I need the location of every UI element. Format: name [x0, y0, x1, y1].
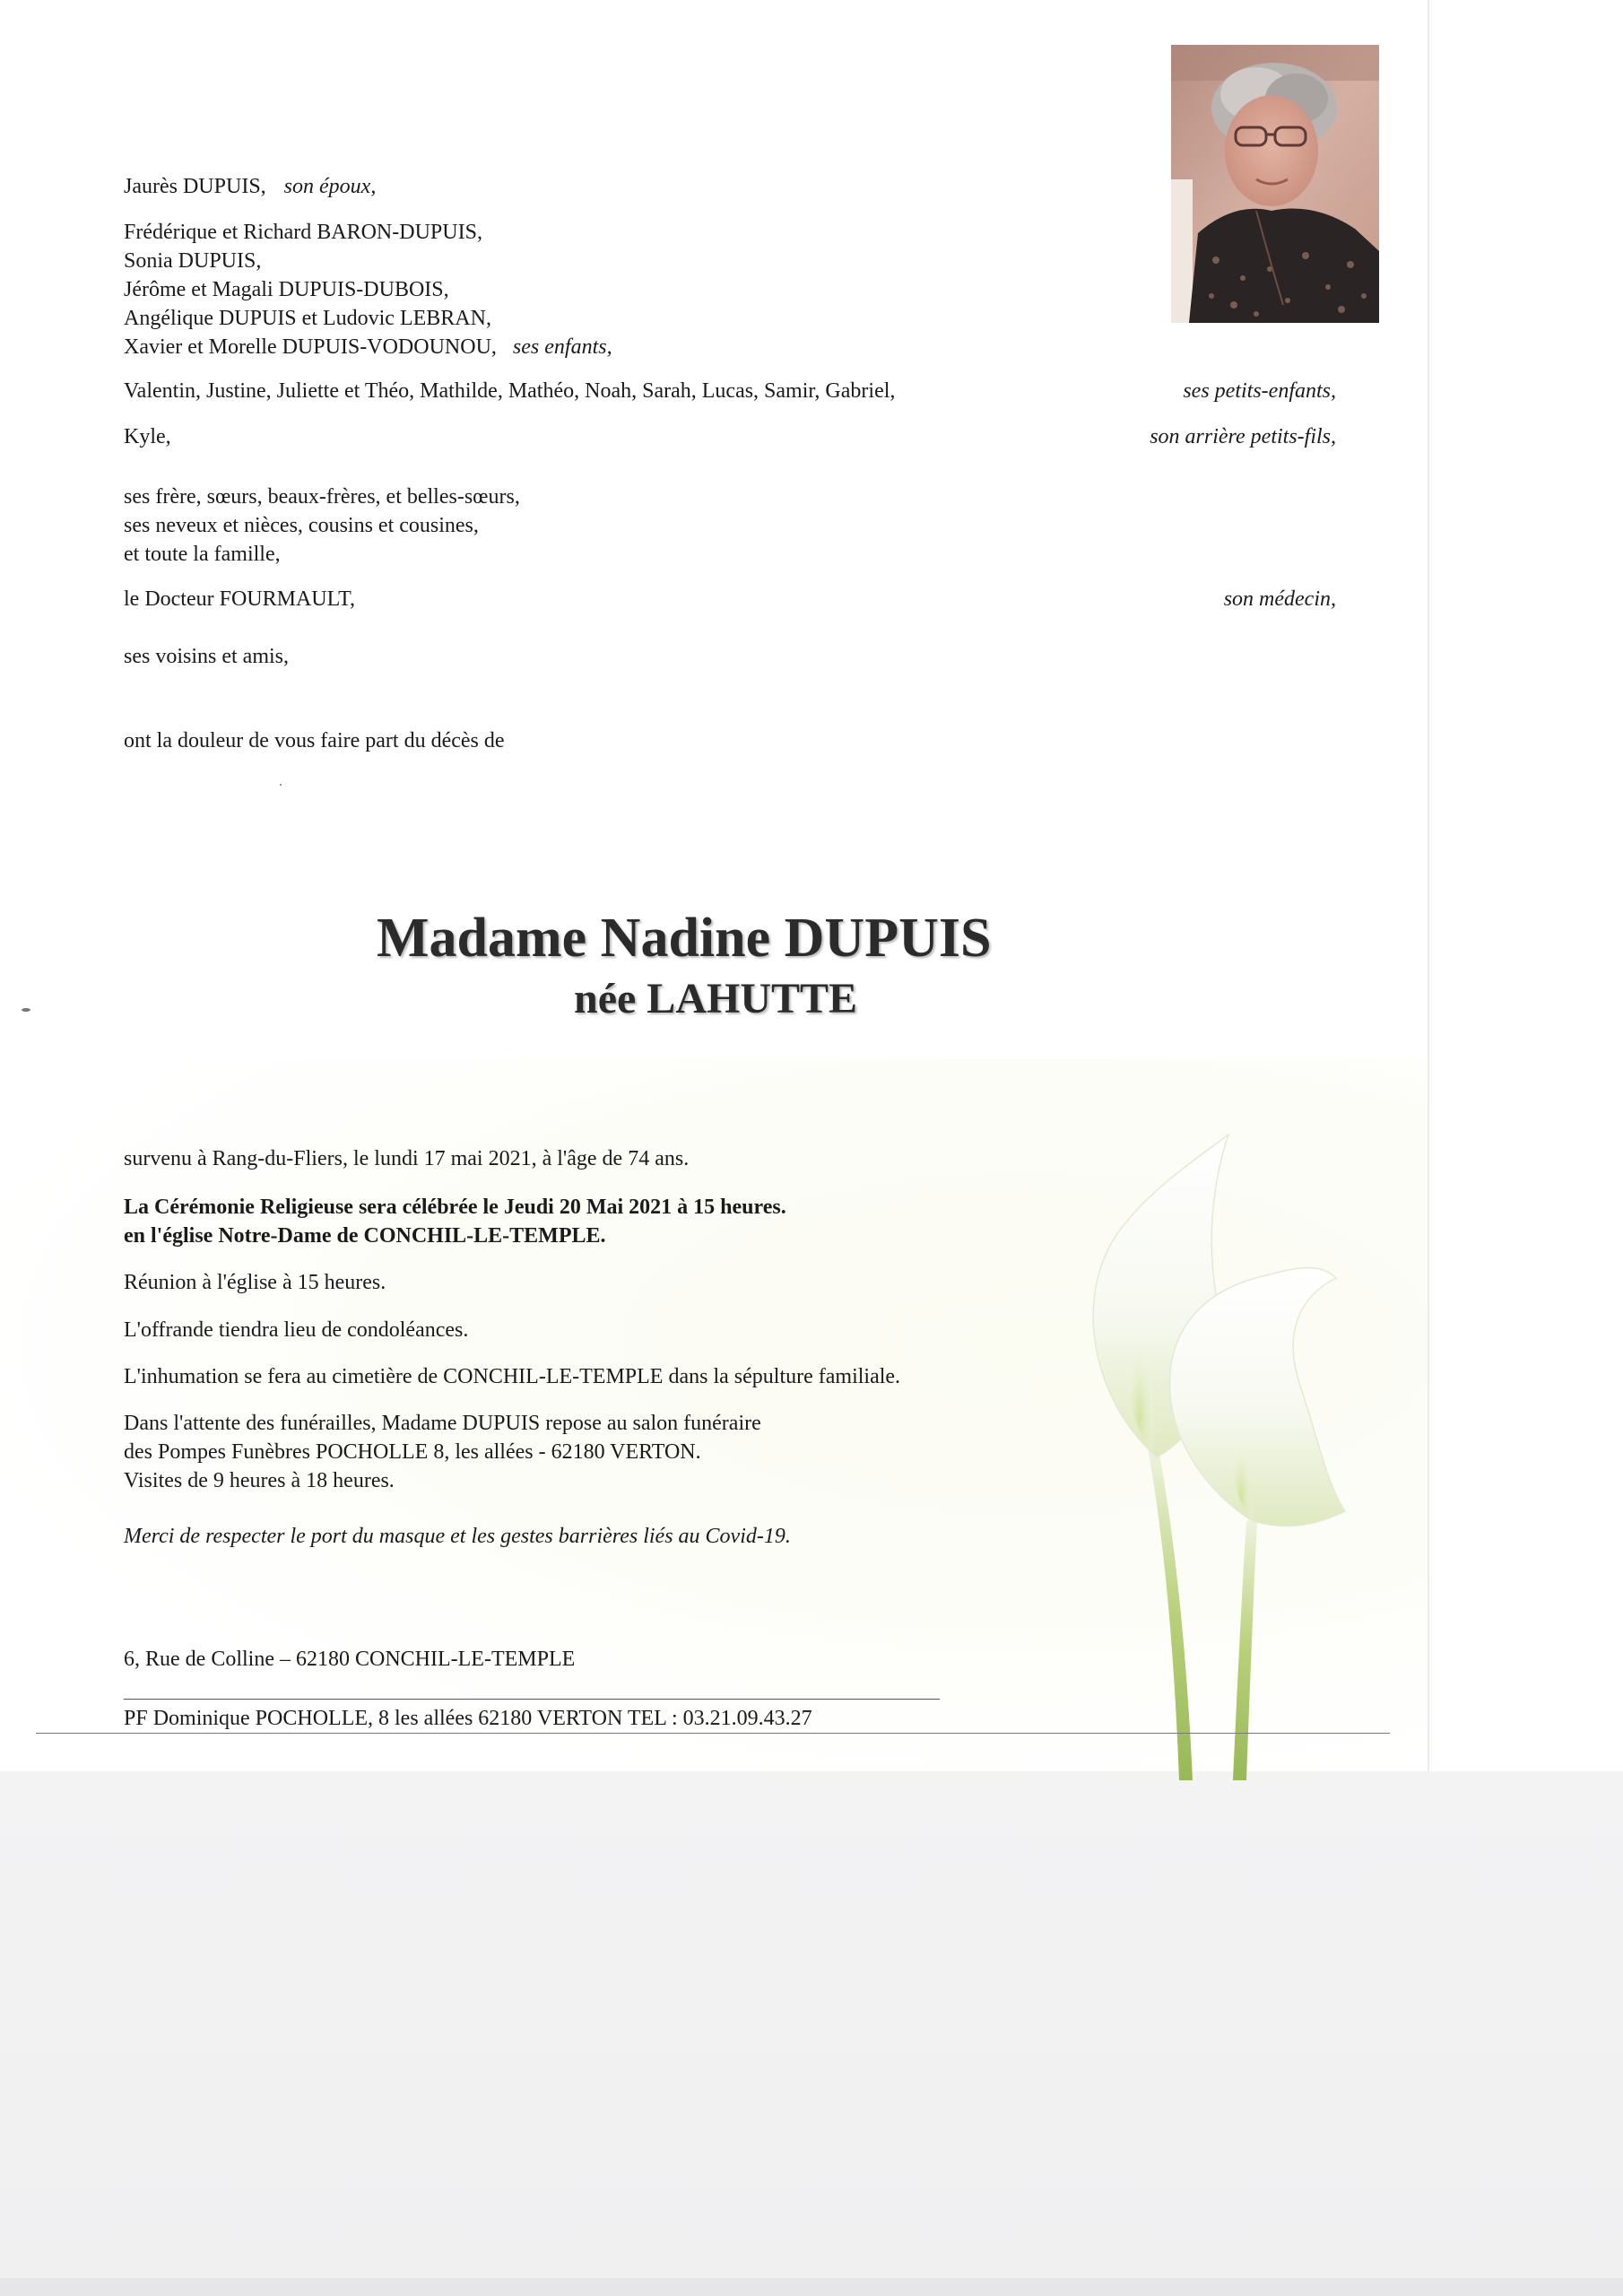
- relatives-line-3: et toute la famille,: [124, 543, 281, 566]
- ceremony-line-1: La Cérémonie Religieuse sera célébrée le Jeudi 20 Mai 2021 à 15 heures.: [124, 1196, 786, 1219]
- scanner-bottom-edge: [0, 2278, 1623, 2296]
- child-2: Sonia DUPUIS,: [124, 249, 262, 273]
- calla-lily-illustration: [1058, 1126, 1399, 1780]
- child-1: Frédérique et Richard BARON-DUPUIS,: [124, 221, 482, 244]
- children-role: ses enfants,: [512, 335, 612, 359]
- rest-line-3: Visites de 9 heures à 18 heures.: [124, 1469, 395, 1492]
- home-address: 6, Rue de Colline – 62180 CONCHIL-LE-TEMPLE: [124, 1648, 576, 1671]
- scanner-background: [0, 1771, 1623, 2296]
- covid-notice: Merci de respecter le port du masque et les gestes barrières liés au Covid-19.: [124, 1525, 791, 1548]
- doctor-name: le Docteur FOURMAULT,: [124, 587, 355, 611]
- death-details: survenu à Rang-du-Fliers, le lundi 17 mai 2021, à l'âge de 74 ans.: [124, 1147, 690, 1170]
- grandchildren-names: Valentin, Justine, Juliette et Théo, Mathilde, Mathéo, Noah, Sarah, Lucas, Samir, Gabriel,: [124, 379, 896, 403]
- doctor-role: son médecin,: [1223, 587, 1336, 611]
- rest-line-1: Dans l'attente des funérailles, Madame DUPUIS repose au salon funéraire: [124, 1412, 761, 1435]
- rest-line-2: des Pompes Funèbres POCHOLLE 8, les allées - 62180 VERTON.: [124, 1440, 701, 1464]
- child-5: Xavier et Morelle DUPUIS-VODOUNOU,: [124, 335, 497, 359]
- great-grandchild-role: son arrière petits-fils,: [1150, 425, 1336, 448]
- child-4: Angélique DUPUIS et Ludovic LEBRAN,: [124, 307, 491, 330]
- deceased-maiden-name: née LAHUTTE: [574, 975, 858, 1022]
- meeting-info: Réunion à l'église à 15 heures.: [124, 1271, 386, 1294]
- page-right-edge: [1428, 0, 1429, 1776]
- child-3: Jérôme et Magali DUPUIS-DUBOIS,: [124, 278, 449, 301]
- great-grandchild-name: Kyle,: [124, 425, 171, 448]
- footer-baseline-rule: [36, 1733, 1390, 1734]
- burial-info: L'inhumation se fera au cimetière de CONCHIL-LE-TEMPLE dans la sépulture familiale.: [124, 1365, 901, 1388]
- offering-info: L'offrande tiendra lieu de condoléances.: [124, 1318, 469, 1342]
- portrait-image: [1171, 45, 1379, 323]
- spouse-line: [124, 172, 376, 201]
- relatives-line-1: ses frère, sœurs, beaux-frères, et belles-sœurs,: [124, 485, 520, 509]
- footer-divider: [124, 1699, 940, 1700]
- spouse-role: son époux,: [283, 175, 377, 198]
- spouse-name: Jaurès DUPUIS,: [124, 175, 266, 198]
- ceremony-line-2: en l'église Notre-Dame de CONCHIL-LE-TEMPLE.: [124, 1224, 606, 1248]
- neighbors-line: ses voisins et amis,: [124, 645, 289, 668]
- scan-speck: [280, 784, 282, 786]
- portrait-photo: [1171, 45, 1379, 323]
- relatives-line-2: ses neveux et nièces, cousins et cousines,: [124, 514, 479, 537]
- grandchildren-role: ses petits-enfants,: [1183, 379, 1336, 403]
- announcement-line: ont la douleur de vous faire part du décès de: [124, 729, 505, 752]
- scan-speck: [22, 1008, 30, 1012]
- deceased-name: Madame Nadine DUPUIS: [377, 908, 992, 969]
- funeral-home-footer: PF Dominique POCHOLLE, 8 les allées 62180 VERTON TEL : 03.21.09.43.27: [124, 1707, 812, 1730]
- child-5-line: [124, 333, 612, 361]
